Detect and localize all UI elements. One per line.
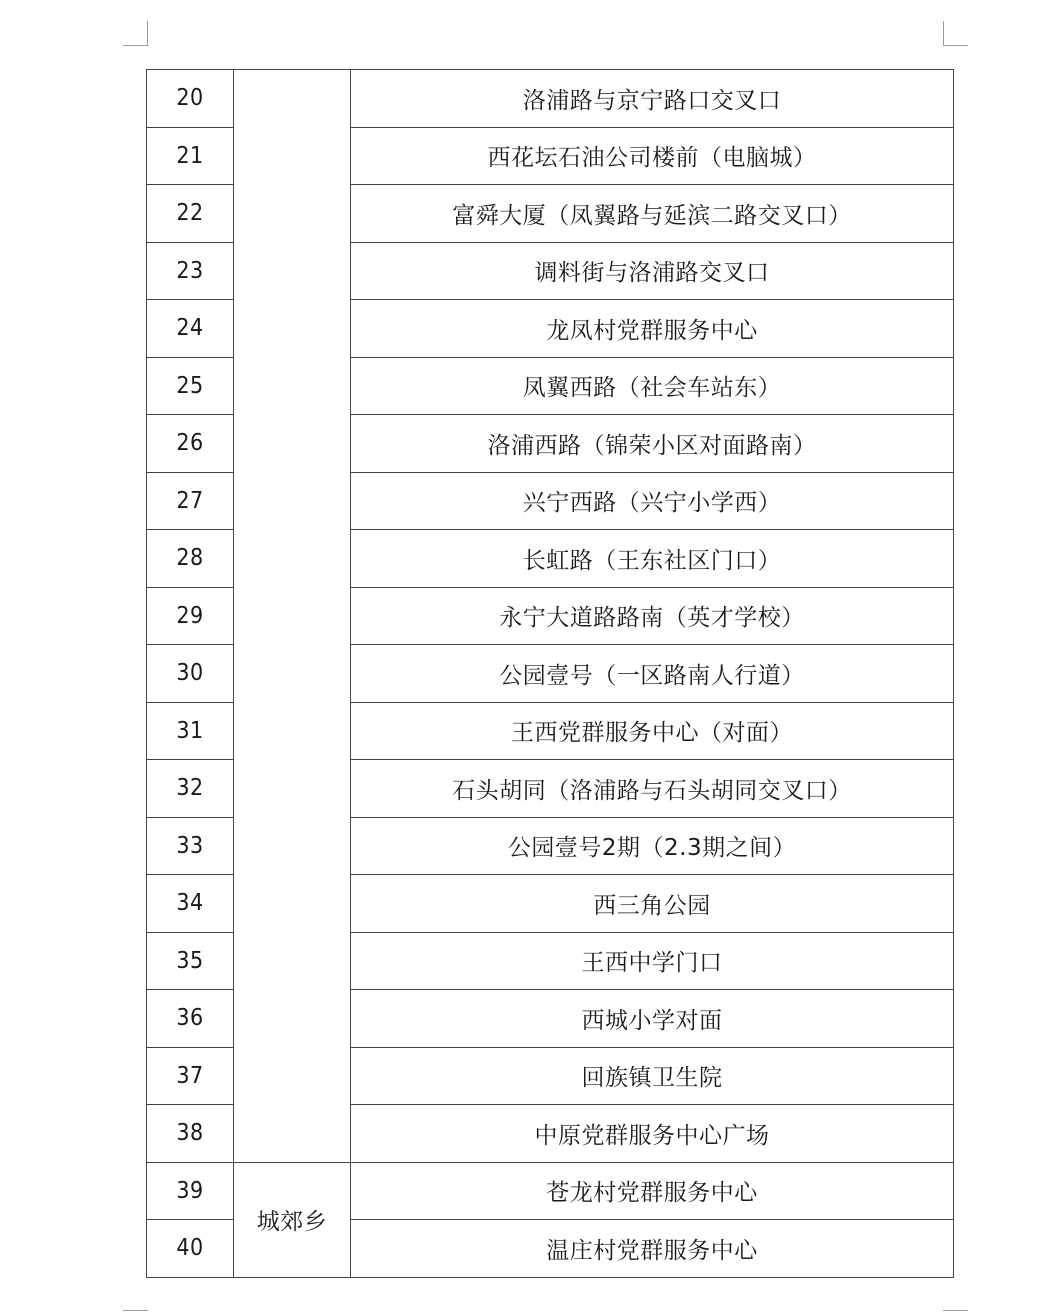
row-number: 39 [147,1162,234,1220]
location-cell: 永宁大道路路南（英才学校） [351,587,954,645]
location-cell: 王西中学门口 [351,932,954,990]
table-row [147,70,954,128]
location-cell: 调料街与洛浦路交叉口 [351,242,954,300]
location-cell: 西花坛石油公司楼前（电脑城） [351,127,954,185]
row-number: 37 [147,1047,234,1105]
row-number: 26 [147,415,234,473]
row-number: 29 [147,587,234,645]
location-cell: 王西党群服务中心（对面） [351,702,954,760]
location-cell: 龙凤村党群服务中心 [351,300,954,358]
row-number: 25 [147,357,234,415]
row-number: 34 [147,875,234,933]
row-number: 40 [147,1220,234,1278]
location-cell: 富舜大厦（凤翼路与延滨二路交叉口） [351,185,954,243]
location-cell: 苍龙村党群服务中心 [351,1162,954,1220]
row-number: 36 [147,990,234,1048]
sites-table [146,69,954,1278]
location-cell: 凤翼西路（社会车站东） [351,357,954,415]
crop-mark-top-right-h [943,45,968,46]
location-cell: 温庄村党群服务中心 [351,1220,954,1278]
crop-mark-bottom-left-h [123,1310,148,1311]
crop-mark-bottom-right-h [943,1310,968,1311]
row-number: 28 [147,530,234,588]
row-number: 32 [147,760,234,818]
row-number: 20 [147,70,234,128]
row-number: 31 [147,702,234,760]
location-cell: 西三角公园 [351,875,954,933]
row-number: 30 [147,645,234,703]
row-number: 38 [147,1105,234,1163]
crop-mark-top-left-h [123,45,148,46]
row-number: 23 [147,242,234,300]
row-number: 27 [147,472,234,530]
row-number: 33 [147,817,234,875]
location-cell: 洛浦路与京宁路口交叉口 [351,70,954,128]
location-cell: 洛浦西路（锦荣小区对面路南） [351,415,954,473]
location-cell: 公园壹号（一区路南人行道） [351,645,954,703]
location-cell: 石头胡同（洛浦路与石头胡同交叉口） [351,760,954,818]
crop-mark-top-right-v [943,21,944,46]
location-cell: 兴宁西路（兴宁小学西） [351,472,954,530]
table-row [147,1162,954,1220]
location-cell: 西城小学对面 [351,990,954,1048]
area-cell: 城郊乡 [234,1162,351,1277]
location-cell: 公园壹号2期（2.3期之间） [351,817,954,875]
row-number: 24 [147,300,234,358]
location-cell: 回族镇卫生院 [351,1047,954,1105]
row-number: 22 [147,185,234,243]
crop-mark-top-left-v [147,21,148,46]
row-number: 35 [147,932,234,990]
location-cell: 中原党群服务中心广场 [351,1105,954,1163]
area-cell [234,70,351,1163]
sites-table-body [147,70,954,1278]
location-cell: 长虹路（王东社区门口） [351,530,954,588]
row-number: 21 [147,127,234,185]
